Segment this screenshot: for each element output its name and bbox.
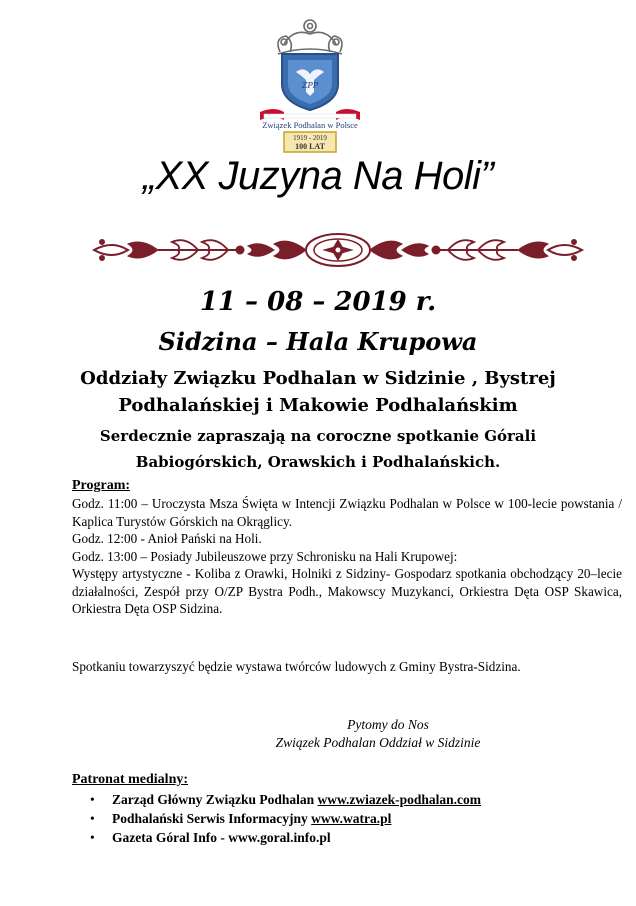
logo-crest-icon — [254, 14, 366, 154]
patronage-heading: Patronat medialny: — [72, 772, 189, 787]
invitation-line-1: Serdecznie zapraszają na coroczne spotkanie Górali — [99, 427, 537, 445]
svg-text:Związek Podhalan w Polsce: Związek Podhalan w Polsce — [262, 120, 358, 130]
organizers-line-1: Oddziały Związku Podhalan w Sidzinie , Bystrej — [80, 368, 556, 389]
program-item-performances: Występy artystyczne - Koliba z Orawki, Holniki z Sidziny- Gospodarz spotkania obchodzący 20–lecie działalności, Zespół przy O/ZP Bystra Podh., Makowscy Muzykanci, Orkiestra Dęta OSP Skawica, Orkiestra Dęta OSP Sidzina. — [72, 566, 622, 616]
signature-greeting: Pytomy do Nos — [347, 717, 429, 732]
patron-label: Zarząd Główny Związku Podhalan — [112, 792, 318, 807]
program-heading: Program: — [72, 478, 131, 493]
svg-text:1919 - 2019: 1919 - 2019 — [293, 134, 327, 142]
patron-link-zwiazek-podhalan[interactable]: www.zwiazek-podhalan.com — [317, 792, 482, 807]
signature-organization: Związek Podhalan Oddział w Sidzinie — [275, 735, 481, 750]
event-title: „XX Juzyna Na Holi” — [142, 154, 494, 198]
list-item — [90, 790, 481, 809]
svg-text:100 LAT: 100 LAT — [295, 142, 325, 151]
event-date: 11 – 08 – 2019 r. — [199, 287, 437, 317]
invitation-line-2: Babiogórskich, Orawskich i Podhalańskich. — [135, 453, 501, 471]
organizers-line-2: Podhalańskiej i Makowie Podhalańskim — [118, 395, 518, 416]
patron-link-goral-info[interactable]: www.goral.info.pl — [228, 830, 331, 845]
program-item-angelus: Godz. 12:00 - Anioł Pański na Holi. — [72, 531, 262, 546]
zwiazek-podhalan-logo — [254, 14, 366, 154]
list-item — [90, 828, 481, 847]
svg-text:ZPP: ZPP — [301, 81, 319, 90]
event-place: Sidzina – Hala Krupowa — [158, 327, 478, 356]
patron-link-watra[interactable]: www.watra.pl — [311, 811, 392, 826]
patronage-list — [90, 790, 481, 847]
patron-label: Podhalański Serwis Informacyjny — [112, 811, 312, 826]
patron-label: Gazeta Góral Info - — [112, 830, 229, 845]
program-item-mass: Godz. 11:00 – Uroczysta Msza Święta w Intencji Związku Podhalan w Polsce w 100-lecie powstania / Kaplica Turystów Górskich na Okrąglicy. — [72, 496, 622, 529]
program-item-gathering: Godz. 13:00 – Posiady Jubileuszowe przy Schronisku na Hali Krupowej: — [72, 549, 458, 564]
folk-ornament-divider — [88, 230, 588, 270]
list-item — [90, 809, 481, 828]
exhibition-note: Spotkaniu towarzyszyć będzie wystawa twórców ludowych z Gminy Bystra-Sidzina. — [72, 659, 521, 674]
